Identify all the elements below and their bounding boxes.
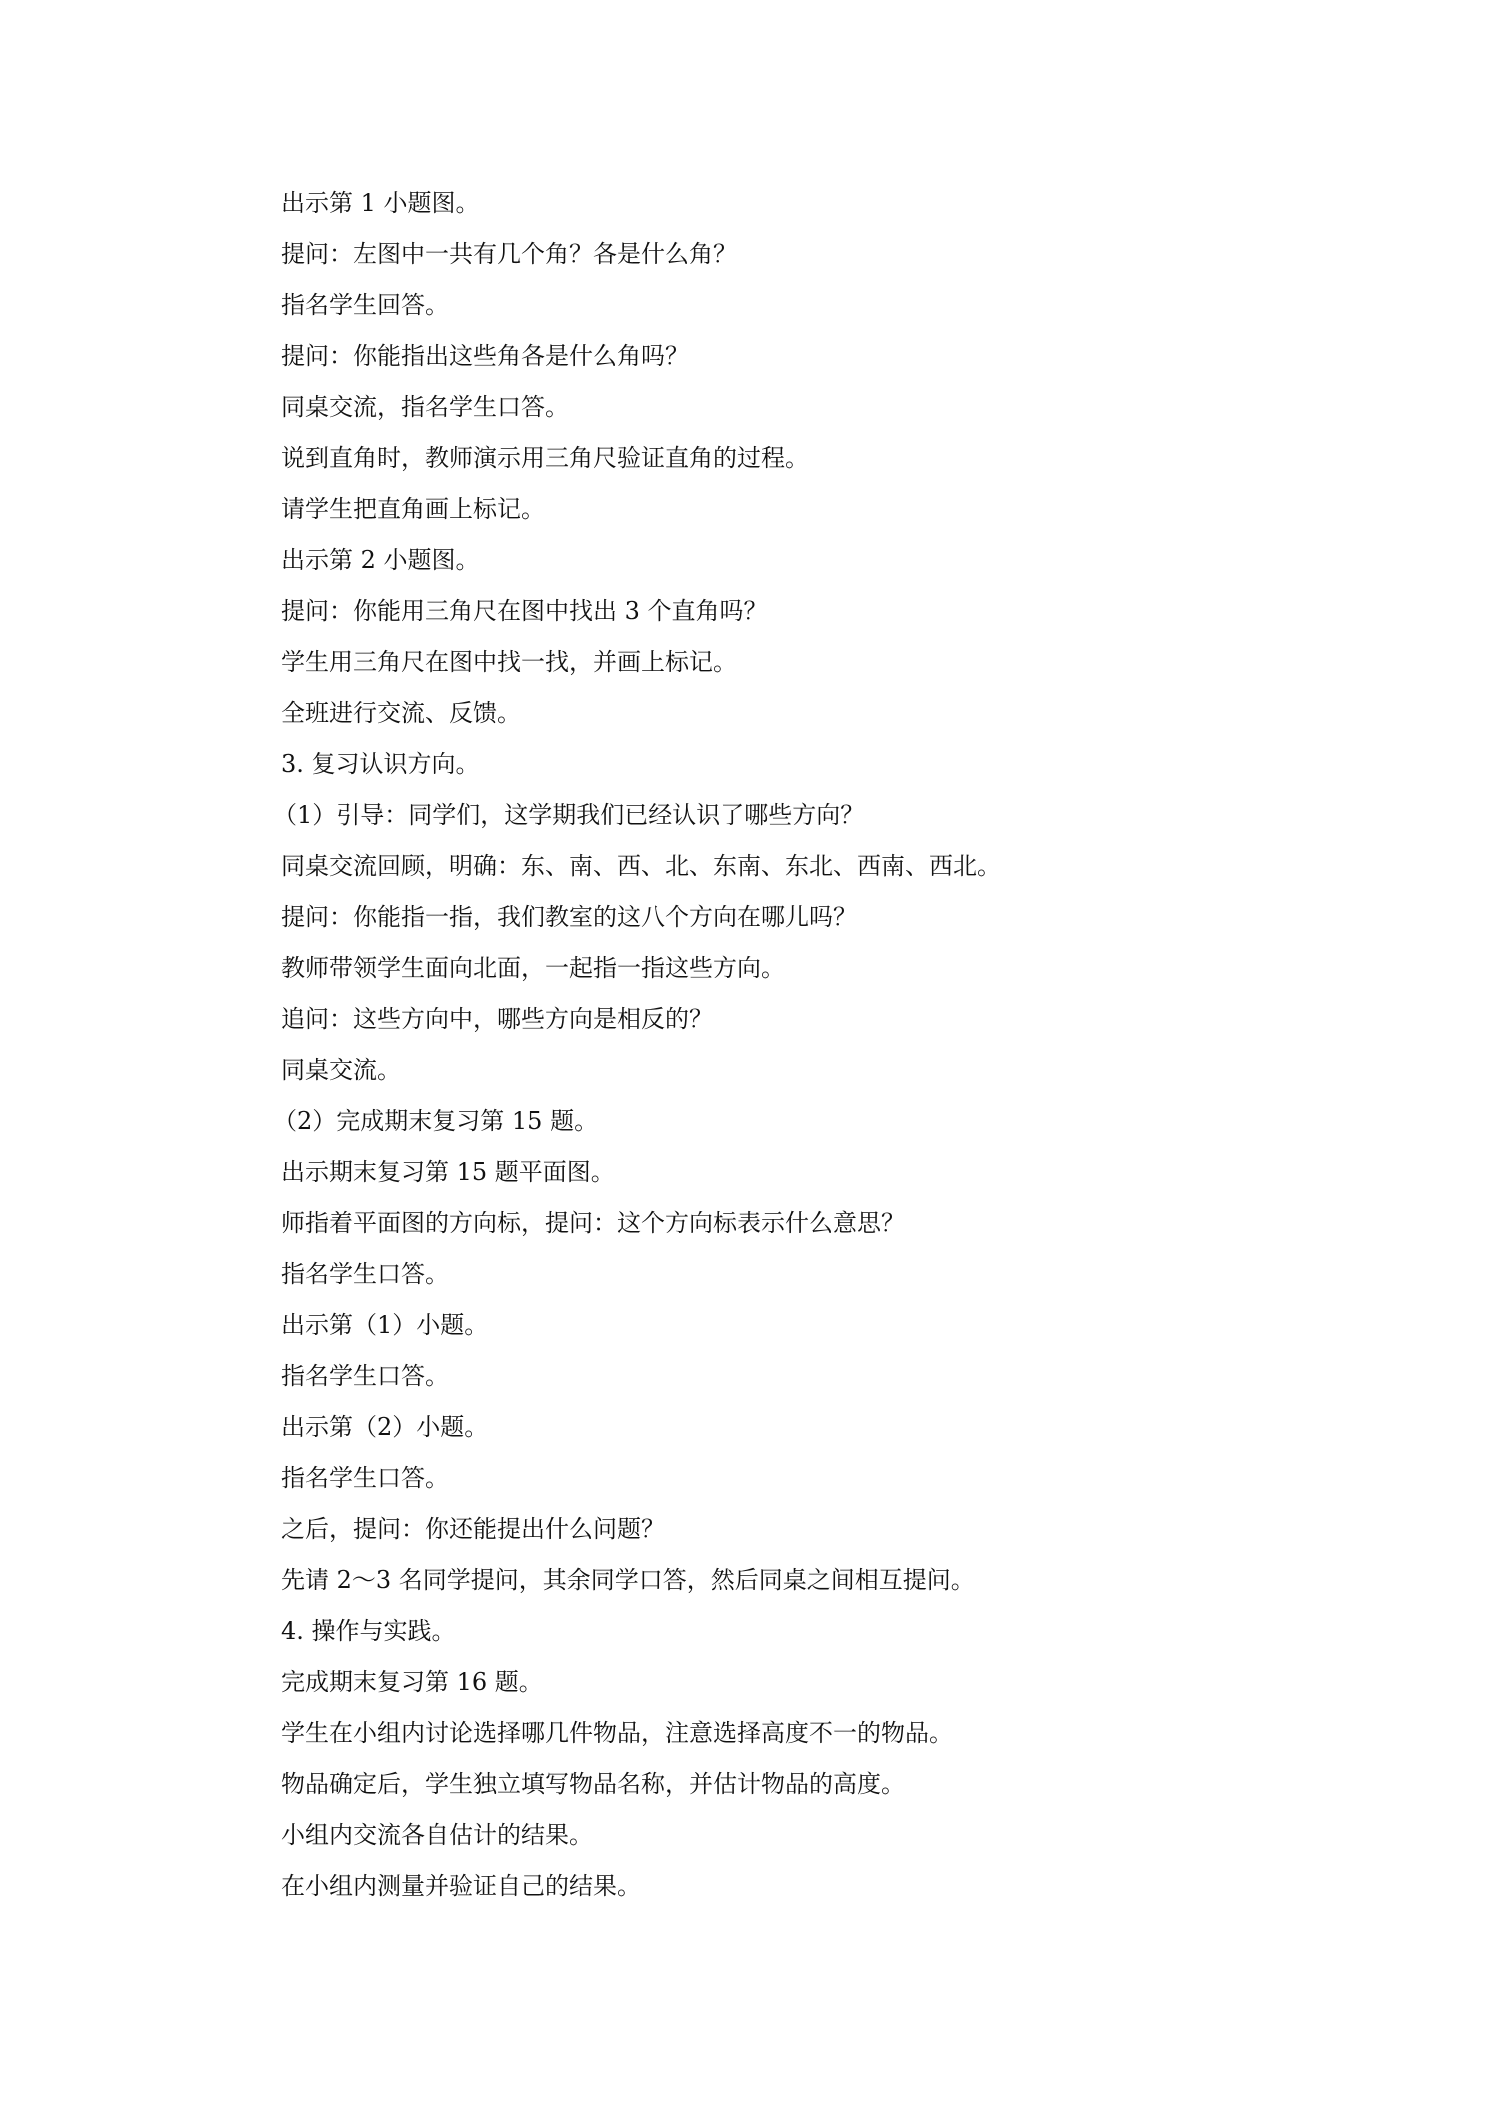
text-line: 同桌交流回顾，明确：东、南、西、北、东南、东北、西南、西北。 bbox=[281, 852, 1001, 880]
text-line: 指名学生口答。 bbox=[281, 1362, 449, 1390]
text-line: 之后，提问：你还能提出什么问题？ bbox=[281, 1515, 665, 1543]
text-line: 教师带领学生面向北面，一起指一指这些方向。 bbox=[281, 954, 785, 982]
text-line: 说到直角时，教师演示用三角尺验证直角的过程。 bbox=[281, 444, 809, 472]
text-line: 指名学生口答。 bbox=[281, 1260, 449, 1288]
document-body bbox=[273, 178, 1281, 1912]
text-line: 学生用三角尺在图中找一找，并画上标记。 bbox=[281, 648, 737, 676]
section-heading: 4. 操作与实践。 bbox=[281, 1617, 456, 1645]
text-line: 出示期末复习第 15 题平面图。 bbox=[281, 1158, 615, 1186]
text-line: 提问：你能用三角尺在图中找出 3 个直角吗？ bbox=[281, 597, 768, 625]
text-line: 出示第 2 小题图。 bbox=[281, 546, 480, 574]
text-line: 出示第（2）小题。 bbox=[281, 1413, 489, 1441]
section-heading: 3. 复习认识方向。 bbox=[281, 750, 480, 778]
text-line: 学生在小组内讨论选择哪几件物品，注意选择高度不一的物品。 bbox=[281, 1719, 953, 1747]
text-line: 完成期末复习第 16 题。 bbox=[281, 1668, 543, 1696]
text-line: 同桌交流，指名学生口答。 bbox=[281, 393, 569, 421]
text-line: 在小组内测量并验证自己的结果。 bbox=[281, 1872, 641, 1900]
text-line: 指名学生口答。 bbox=[281, 1464, 449, 1492]
text-line: 同桌交流。 bbox=[281, 1056, 401, 1084]
text-line: 请学生把直角画上标记。 bbox=[281, 495, 545, 523]
text-line: 指名学生回答。 bbox=[281, 291, 449, 319]
subsection-heading: （1）引导：同学们，这学期我们已经认识了哪些方向？ bbox=[273, 801, 865, 829]
text-line: 追问：这些方向中，哪些方向是相反的？ bbox=[281, 1005, 713, 1033]
text-line: 提问：你能指一指，我们教室的这八个方向在哪儿吗？ bbox=[281, 903, 857, 931]
text-line: 提问：左图中一共有几个角？各是什么角？ bbox=[281, 240, 737, 268]
text-line: 提问：你能指出这些角各是什么角吗？ bbox=[281, 342, 689, 370]
text-line: 小组内交流各自估计的结果。 bbox=[281, 1821, 593, 1849]
text-line: 物品确定后，学生独立填写物品名称，并估计物品的高度。 bbox=[281, 1770, 905, 1798]
text-line: 先请 2～3 名同学提问，其余同学口答，然后同桌之间相互提问。 bbox=[281, 1566, 975, 1594]
text-line: 师指着平面图的方向标，提问：这个方向标表示什么意思？ bbox=[281, 1209, 905, 1237]
text-line: 出示第（1）小题。 bbox=[281, 1311, 489, 1339]
text-line: 全班进行交流、反馈。 bbox=[281, 699, 521, 727]
text-line: 出示第 1 小题图。 bbox=[281, 189, 480, 217]
subsection-heading: （2）完成期末复习第 15 题。 bbox=[273, 1107, 599, 1135]
